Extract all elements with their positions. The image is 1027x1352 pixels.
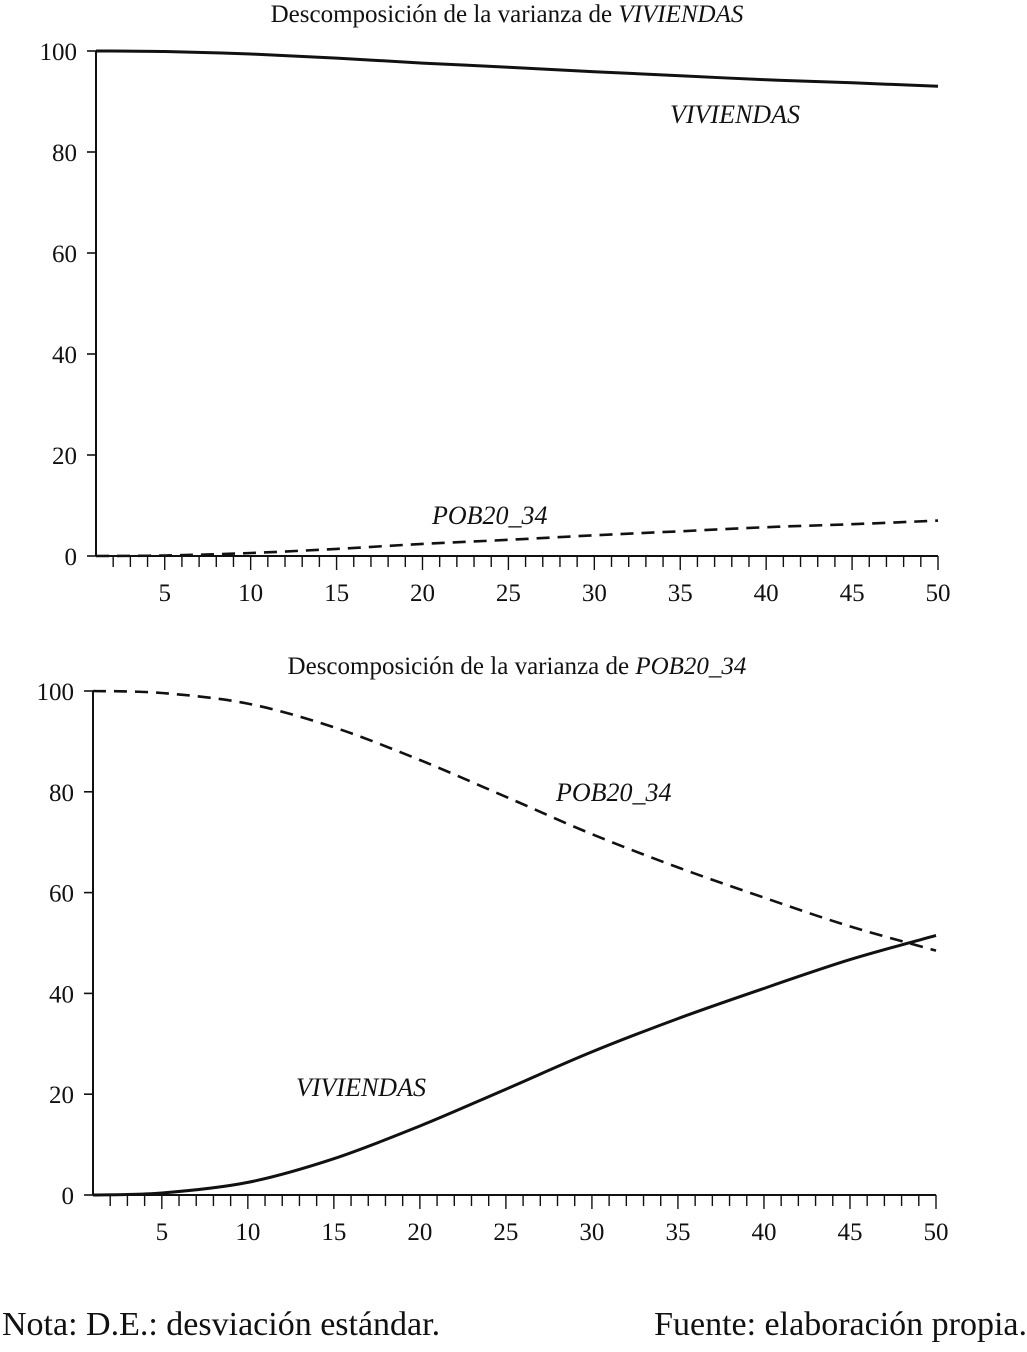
series-label-pob20-34: POB20_34 bbox=[432, 501, 548, 530]
footer-source: Fuente: elaboración propia. bbox=[654, 1306, 1027, 1343]
y-tick-label: 40 bbox=[52, 342, 77, 369]
x-tick-label: 50 bbox=[925, 580, 951, 607]
chart-title bbox=[271, 1, 744, 28]
x-tick-label: 15 bbox=[324, 580, 350, 607]
x-tick-label: 45 bbox=[837, 1219, 863, 1246]
x-tick-label: 40 bbox=[751, 1219, 777, 1246]
x-tick-label: 30 bbox=[579, 1219, 605, 1246]
chart-pob20-34-svg bbox=[0, 646, 1027, 1266]
chart-pob20-34 bbox=[0, 646, 1027, 1271]
y-tick-label: 80 bbox=[52, 140, 77, 167]
x-tick-label: 10 bbox=[235, 1219, 261, 1246]
x-tick-label: 45 bbox=[839, 580, 865, 607]
y-tick-label: 60 bbox=[52, 241, 77, 268]
x-tick-label: 5 bbox=[158, 580, 171, 607]
chart-title-variable: POB20_34 bbox=[635, 653, 747, 680]
footer-note: Nota: D.E.: desviación estándar. bbox=[2, 1306, 441, 1343]
x-tick-label: 35 bbox=[667, 580, 693, 607]
series-label-viviendas: VIVIENDAS bbox=[670, 100, 800, 129]
chart-title-variable: VIVIENDAS bbox=[618, 1, 744, 28]
x-tick-label: 5 bbox=[155, 1219, 169, 1246]
y-tick-label: 80 bbox=[49, 779, 74, 807]
x-tick-label: 20 bbox=[409, 580, 435, 607]
chart-viviendas-svg bbox=[0, 0, 1027, 640]
y-tick-label: 20 bbox=[49, 1082, 74, 1110]
series-label-pob20-34: POB20_34 bbox=[556, 778, 672, 807]
chart-title-text: Descomposición de la varianza de bbox=[287, 653, 636, 680]
series-line-pob20-34 bbox=[93, 691, 936, 951]
series-label-viviendas: VIVIENDAS bbox=[296, 1073, 426, 1102]
y-tick-label: 0 bbox=[61, 1183, 74, 1210]
x-tick-label: 20 bbox=[407, 1219, 433, 1246]
x-tick-label: 40 bbox=[753, 580, 779, 607]
x-tick-label: 35 bbox=[665, 1219, 691, 1246]
x-tick-label: 15 bbox=[321, 1219, 347, 1246]
y-tick-label: 100 bbox=[39, 39, 77, 66]
x-tick-label: 25 bbox=[495, 580, 521, 607]
x-tick-label: 10 bbox=[238, 580, 264, 607]
y-tick-label: 40 bbox=[49, 981, 74, 1009]
x-tick-label: 30 bbox=[581, 580, 607, 607]
x-tick-label: 25 bbox=[493, 1219, 519, 1246]
y-tick-label: 0 bbox=[64, 544, 77, 571]
chart-viviendas bbox=[0, 0, 1027, 645]
chart-title bbox=[288, 653, 747, 680]
series-line-viviendas bbox=[96, 51, 938, 86]
y-tick-label: 100 bbox=[36, 679, 74, 706]
y-tick-label: 20 bbox=[52, 443, 77, 470]
y-tick-label: 60 bbox=[49, 880, 74, 908]
x-tick-label: 50 bbox=[923, 1219, 949, 1246]
chart-title-text: Descomposición de la varianza de bbox=[270, 1, 619, 28]
series-line-viviendas bbox=[93, 935, 936, 1195]
